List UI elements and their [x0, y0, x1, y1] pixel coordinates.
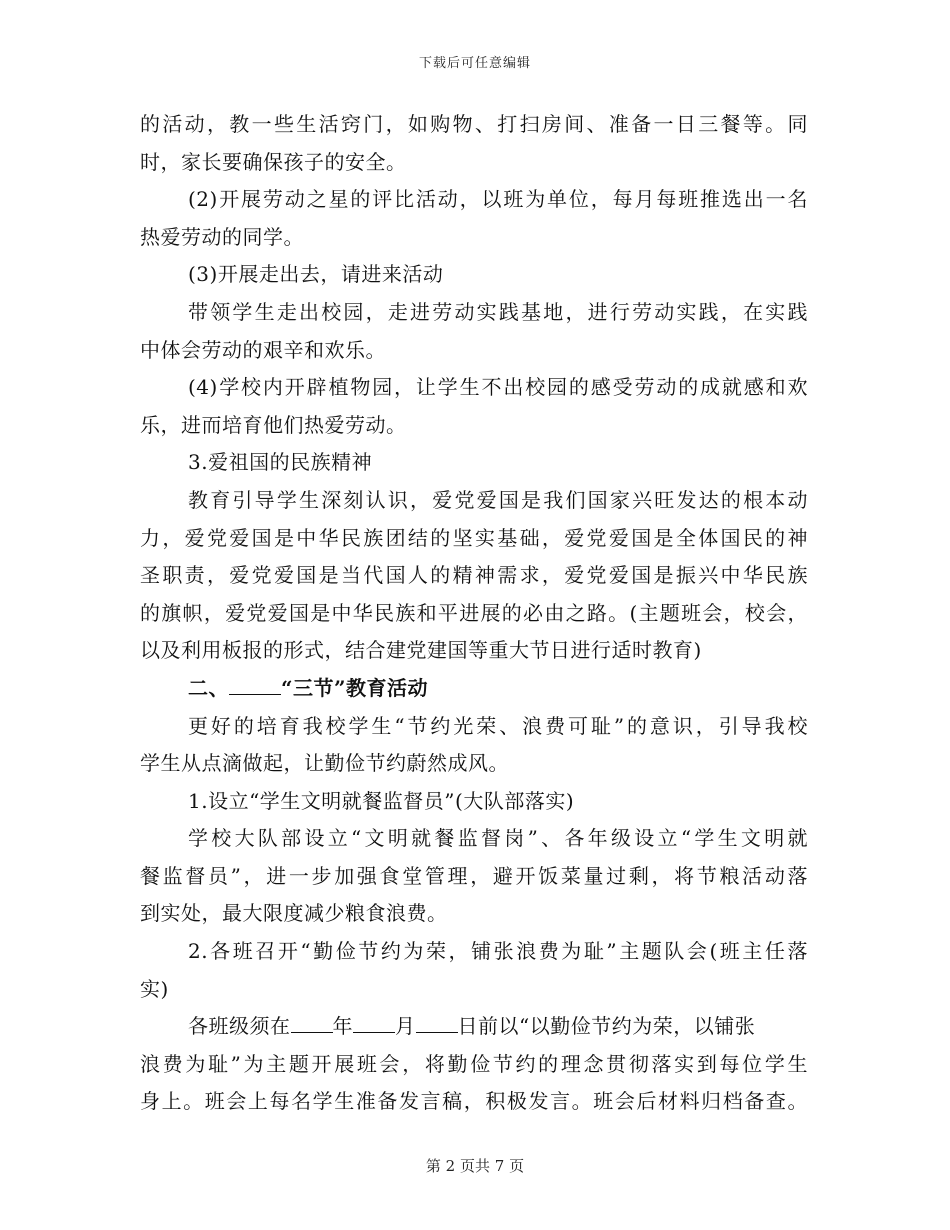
- text-line: 实): [140, 976, 169, 1001]
- text-line: 学生从点滴做起，让勤俭节约蔚然成风。: [140, 751, 509, 776]
- text-line: 学校大队部设立“文明就餐监督岗”、各年级设立“学生文明就: [188, 826, 808, 851]
- subheading-line: 1.设立“学生文明就餐监督员”(大队部落实): [188, 788, 575, 813]
- text-line: 的活动，教一些生活窍门，如购物、打扫房间、准备一日三餐等。同: [140, 112, 808, 136]
- text-line: 到实处，最大限度减少粮食浪费。: [140, 901, 448, 926]
- section-number: 二、: [188, 675, 229, 700]
- subheading-line: 3.爱祖国的民族精神: [188, 450, 373, 475]
- document-body: [140, 106, 808, 1121]
- fill-blank: [229, 670, 281, 695]
- subheading-line: 2.各班召开“勤俭节约为荣，铺张浪费为耻”主题队会(班主任落: [188, 939, 808, 964]
- date-line-part: 各班级须在: [188, 1014, 291, 1039]
- text-line: 身上。班会上每名学生准备发言稿，积极发言。班会后材料归档备查。: [140, 1089, 808, 1114]
- text-line: 的旗帜，爱党爱国是中华民族和平进展的必由之路。(主题班会，校会，: [140, 600, 808, 625]
- date-line: [140, 1008, 808, 1046]
- fill-blank-month: [353, 1008, 395, 1033]
- date-line-part: 年: [332, 1014, 353, 1039]
- text-line: 更好的培育我校学生“节约光荣、浪费可耻”的意识，引导我校: [188, 713, 808, 738]
- page-header: 下载后可任意编辑: [418, 56, 531, 71]
- text-line: 时，家长要确保孩子的安全。: [140, 149, 407, 174]
- date-line-part: 月: [395, 1014, 416, 1039]
- text-line: (4)学校内开辟植物园，让学生不出校园的感受劳动的成就感和欢: [188, 375, 808, 400]
- text-line: 浪费为耻”为主题开展班会，将勤俭节约的理念贯彻落实到每位学生: [140, 1051, 808, 1076]
- text-line: 乐，进而培育他们热爱劳动。: [140, 412, 407, 437]
- fill-blank-year: [291, 1008, 333, 1033]
- text-line: 力，爱党爱国是中华民族团结的坚实基础，爱党爱国是全体国民的神: [140, 525, 808, 550]
- text-line: 餐监督员”，进一步加强食堂管理，避开饭菜量过剩，将节粮活动落: [140, 863, 808, 888]
- text-line: (2)开展劳动之星的评比活动，以班为单位，每月每班推选出一名: [188, 187, 808, 212]
- date-line-part: 日前以“以勤俭节约为荣，以铺张: [457, 1014, 756, 1039]
- text-line: 圣职责，爱党爱国是当代国人的精神需求，爱党爱国是振兴中华民族: [140, 563, 808, 588]
- fill-blank-day: [416, 1008, 458, 1033]
- page-footer: 第 2 页共 7 页: [425, 1157, 525, 1175]
- text-line: 热爱劳动的同学。: [140, 224, 304, 249]
- text-line: 以及利用板报的形式，结合建党建国等重大节日进行适时教育): [140, 638, 702, 663]
- text-line: 中体会劳动的艰辛和欢乐。: [140, 337, 386, 362]
- text-line: 带领学生走出校园，走进劳动实践基地，进行劳动实践，在实践: [188, 299, 808, 324]
- section-title: “三节”教育活动: [281, 675, 429, 700]
- section-heading: [140, 670, 808, 708]
- subheading-line: (3)开展走出去，请进来活动: [188, 262, 444, 287]
- text-line: 教育引导学生深刻认识，爱党爱国是我们国家兴旺发达的根本动: [188, 487, 808, 512]
